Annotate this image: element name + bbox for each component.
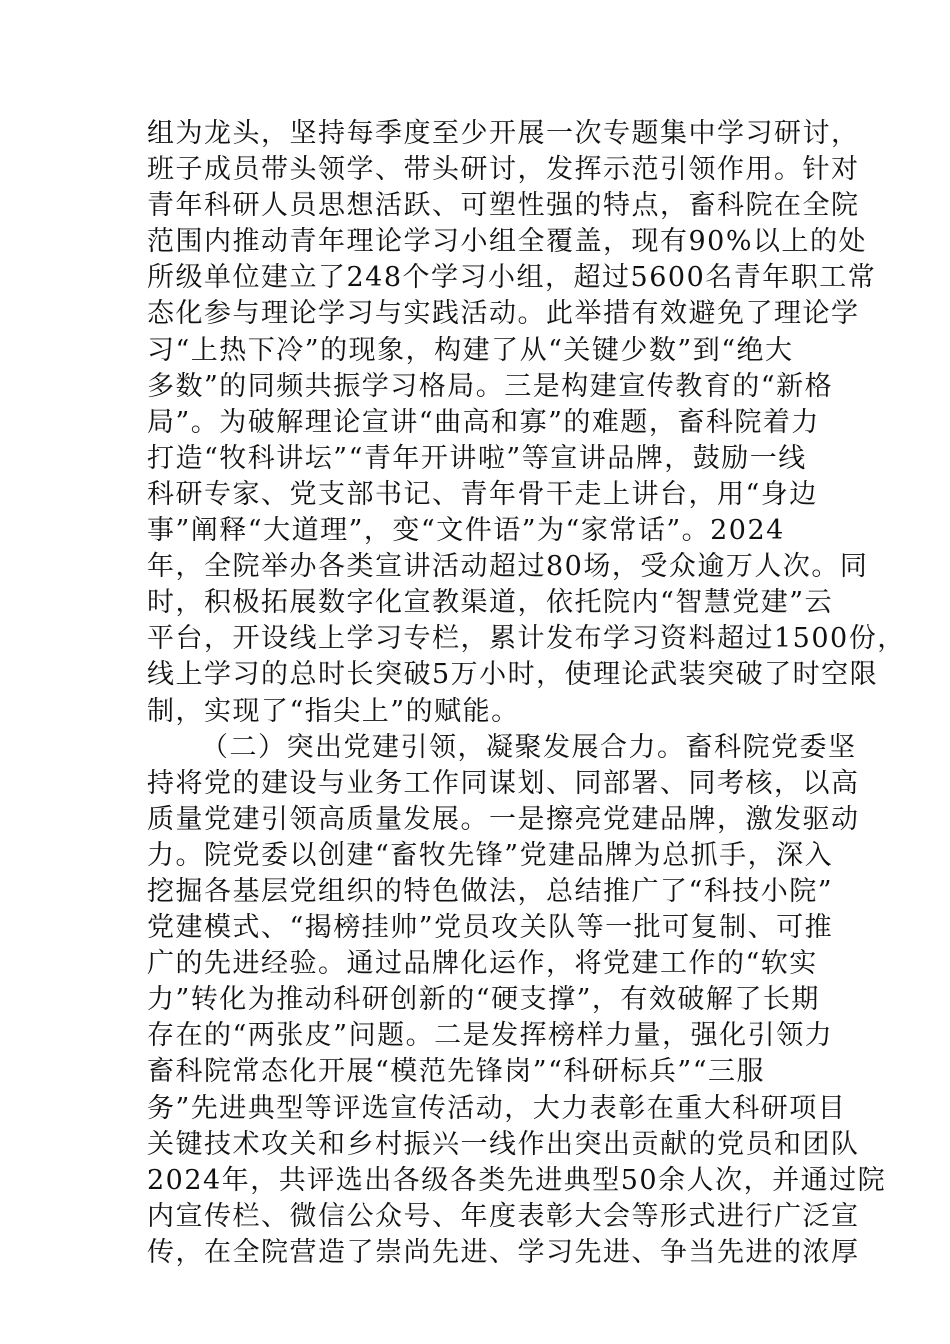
text-line: 存在的“两张皮”问题。二是发挥榜样力量，强化引领力 [147, 1020, 834, 1052]
text-line: 平台，开设线上学习专栏，累计发布学习资料超过1500份， [147, 623, 906, 655]
text-line: 党建模式、“揭榜挂帅”党员攻关队等一批可复制、可推 [147, 912, 834, 944]
text-line: 所级单位建立了248个学习小组，超过5600名青年职工常 [147, 262, 877, 294]
text-line: 时，积极拓展数字化宣教渠道，依托院内“智慧党建”云 [147, 587, 834, 619]
text-line: 局”。为破解理论宣讲“曲高和寡”的难题，畜科院着力 [147, 406, 820, 438]
body-text [147, 116, 906, 1271]
text-line: 组为龙头，坚持每季度至少开展一次专题集中学习研讨， [147, 118, 860, 149]
text-line: 年，全院举办各类宣讲活动超过80场，受众逾万人次。同 [147, 551, 869, 583]
text-line: 科研专家、党支部书记、青年骨干走上讲台，用“身边 [147, 478, 818, 510]
text-line: 制，实现了“指尖上”的赋能。 [147, 695, 520, 727]
text-line: 质量党建引领高质量发展。一是擦亮党建品牌，激发驱动 [147, 803, 860, 835]
text-line: 事”阐释“大道理”，变“文件语”为“家常话”。2024 [147, 515, 785, 547]
text-line: 范围内推动青年理论学习小组全覆盖，现有90%以上的处 [147, 226, 868, 258]
text-line: 力。院党委以创建“畜牧先锋”党建品牌为总抓手，深入 [147, 839, 834, 871]
text-line: 力”转化为推动科研创新的“硬支撑”，有效破解了长期 [147, 984, 820, 1016]
text-line: 关键技术攻关和乡村振兴一线作出突出贡献的党员和团队 [147, 1128, 860, 1160]
text-line: 2024年，共评选出各级各类先进典型50余人次，并通过院 [147, 1164, 887, 1196]
text-line: 畜科院常态化开展“模范先锋岗”“科研标兵”“三服 [147, 1056, 766, 1088]
text-line: 线上学习的总时长突破5万小时，使理论武装突破了时空限 [147, 659, 879, 691]
text-line: 挖掘各基层党组织的特色做法，总结推广了“科技小院” [147, 875, 834, 907]
text-line: 态化参与理论学习与实践活动。此举措有效避免了理论学 [147, 298, 860, 330]
text-line: 打造“牧科讲坛”“青年开讲啦”等宣讲品牌，鼓励一线 [147, 442, 807, 474]
text-line: 班子成员带头领学、带头研讨，发挥示范引领作用。针对 [147, 154, 860, 186]
text-line: 广的先进经验。通过品牌化运作，将党建工作的“软实 [147, 948, 818, 980]
text-line: 持将党的建设与业务工作同谋划、同部署、同考核，以高 [147, 767, 860, 799]
section-heading-line: （二）突出党建引领，凝聚发展合力。畜科院党委坚 [201, 731, 857, 763]
text-line: 传，在全院营造了崇尚先进、学习先进、争当先进的浓厚 [147, 1236, 860, 1268]
text-line: 务”先进典型等评选宣传活动，大力表彰在重大科研项目 [147, 1092, 847, 1124]
text-line: 青年科研人员思想活跃、可塑性强的特点，畜科院在全院 [147, 190, 860, 222]
text-line: 内宣传栏、微信公众号、年度表彰大会等形式进行广泛宣 [147, 1200, 860, 1232]
text-line: 习“上热下冷”的现象，构建了从“关键少数”到“绝大 [147, 334, 794, 366]
text-line: 多数”的同频共振学习格局。三是构建宣传教育的“新格 [147, 370, 834, 402]
